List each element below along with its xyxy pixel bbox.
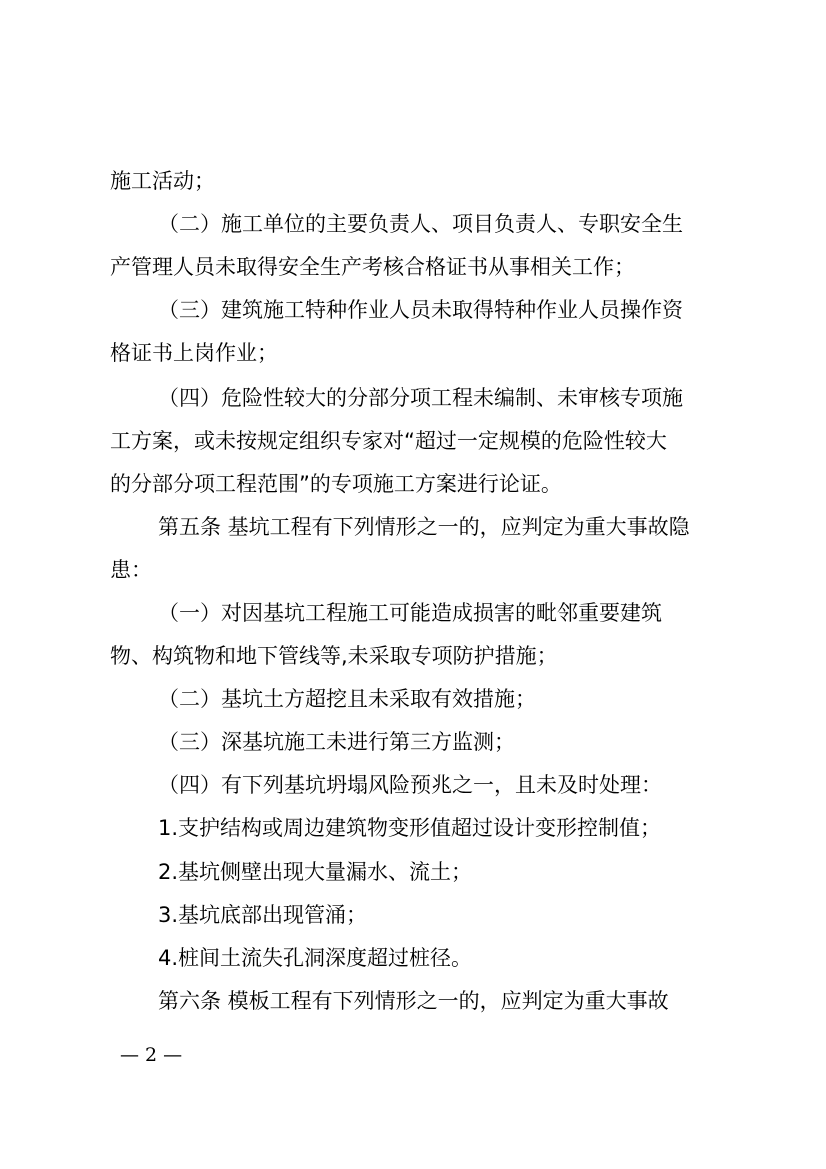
body-line: 格证书上岗作业； [110, 341, 278, 365]
body-line: 工方案，或未按规定组织专家对“超过一定规模的危险性较大 [110, 429, 667, 453]
numbered-item-line: 2.基坑侧壁出现大量漏水、流土； [158, 860, 473, 884]
article-heading-line: 第六条 模板工程有下列情形之一的，应判定为重大事故 [158, 989, 669, 1013]
body-line: （二）基坑土方超挖且未采取有效措施； [158, 687, 536, 711]
body-line: （三）深基坑施工未进行第三方监测； [158, 730, 515, 754]
body-line: 产管理人员未取得安全生产考核合格证书从事相关工作； [110, 255, 635, 279]
body-line: （一）对因基坑工程施工可能造成损害的毗邻重要建筑 [158, 601, 662, 625]
body-line: （四）有下列基坑坍塌风险预兆之一，且未及时处理： [158, 773, 662, 797]
numbered-item-line: 4.桩间土流失孔洞深度超过桩径。 [158, 946, 473, 970]
body-line: （四）危险性较大的分部分项工程未编制、未审核专项施 [158, 386, 683, 410]
body-line: 患： [110, 558, 152, 582]
body-line: 的分部分项工程范围”的专项施工方案进行论证。 [110, 472, 562, 496]
body-line: 施工活动； [110, 169, 215, 193]
body-line: 物、构筑物和地下管线等,未采取专项防护措施； [110, 644, 558, 668]
body-line: （二）施工单位的主要负责人、项目负责人、专职安全生 [158, 212, 683, 236]
body-line: （三）建筑施工特种作业人员未取得特种作业人员操作资 [158, 298, 683, 322]
numbered-item-line: 3.基坑底部出现管涌； [158, 903, 368, 927]
numbered-item-line: 1.支护结构或周边建筑物变形值超过设计变形控制值； [158, 816, 662, 840]
page-number: — 2 — [120, 1044, 183, 1066]
article-heading-line: 第五条 基坑工程有下列情形之一的，应判定为重大事故隐 [158, 515, 690, 539]
